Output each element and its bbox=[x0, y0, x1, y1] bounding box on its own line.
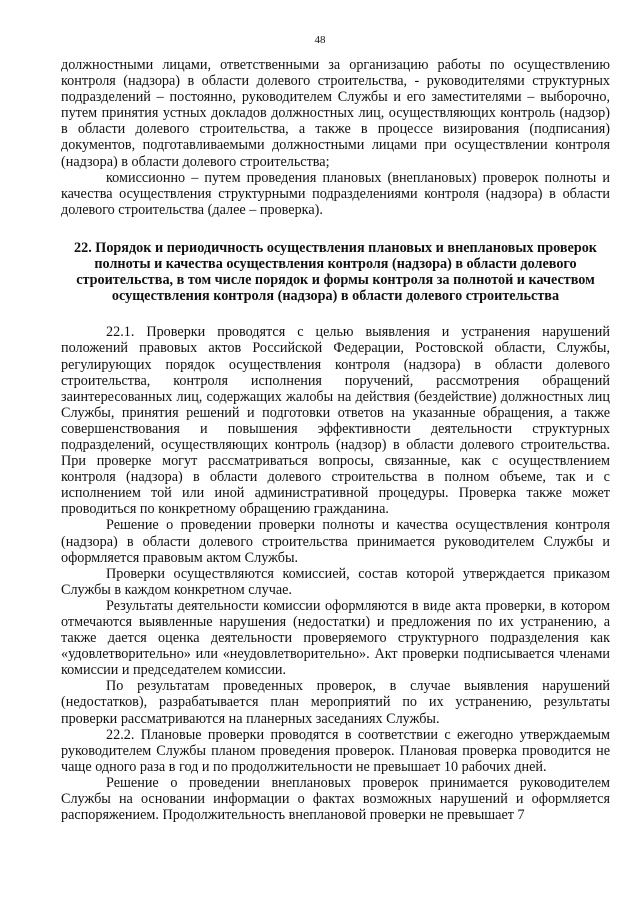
paragraph-decision: Решение о проведении проверки полноты и качества осуществления контроля (надзора) в области долевого строительства принимается руководителем Службы и оформляется правовым актом Службы. bbox=[61, 517, 610, 566]
paragraph-22-1: 22.1. Проверки проводятся с целью выявления и устранения нарушений положений правовых актов Российской Федерации, Ростовской области, Службы, регулирующих порядок осуществления контроля (надзора) в области долевого строительства, контроля исполнения поручений, рассмотрения обращений заинтересованных лиц, содержащих жалобы на действия (бездействие) должностных лиц Службы, принятия решений и подготовки ответов на указанные обращения, а также совершенствования и повышения эффективности деятельности структурных подразделений, осуществляющих контроль (надзор) в области долевого строительства. При проверке могут рассматриваться вопросы, связанные, как с осуществлением контроля (надзора) в области долевого строительства в полном объеме, так и с исполнением той или иной административной процедуры. Проверка также может проводиться по конкретному обращению гражданина. bbox=[61, 324, 610, 518]
paragraph-continued: должностными лицами, ответственными за организацию работы по осуществлению контроля (надзора) в области долевого строительства, - руководителями структурных подразделений – постоянно, руководителем Службы и его заместителями – выборочно, путем принятия устных докладов должностных лиц, осуществляющих контроль (надзор) в области долевого строительства, а также в процессе визирования (подписания) документов, подготавливаемыми должностными лицами при осуществлении контроля (надзора) в области долевого строительства; bbox=[61, 57, 610, 170]
page-number: 48 bbox=[314, 34, 326, 46]
paragraph-commission: комиссионно – путем проведения плановых (внеплановых) проверок полноты и качества осуществления структурными подразделениями контроля (надзора) в области долевого строительства (далее – проверка). bbox=[61, 169, 610, 218]
paragraph-unscheduled: Решение о проведении внеплановых проверок принимается руководителем Службы на основании информации о фактах возможных нарушений и оформляется распоряжением. Продолжительность внеплановой проверки не превышает 7 bbox=[61, 774, 610, 824]
section-heading: 22. Порядок и периодичность осуществления плановых и внеплановых проверок полноты и качества осуществления контроля (надзора) в области долевого строительства, в том числе порядок и формы контроля за полнотой и качеством осуществления контроля (надзора) в области долевого строительства bbox=[74, 239, 597, 305]
paragraph-results: Результаты деятельности комиссии оформляются в виде акта проверки, в котором отмечаются выявленные нарушения (недостатки) и предложения по их устранению, а также дается оценка деятельности проверяемого структурного подразделения как «удовлетворительно» или «неудовлетворительно». Акт проверки подписывается членами комиссии и председателем комиссии. bbox=[61, 597, 610, 679]
paragraph-plan: По результатам проведенных проверок, в случае выявления нарушений (недостатков), разрабатывается план мероприятий по их устранению, результаты проверки рассматриваются на планерных заседаниях Службы. bbox=[61, 678, 610, 727]
document-body bbox=[61, 57, 610, 823]
paragraph-commission-composition: Проверки осуществляются комиссией, состав которой утверждается приказом Службы в каждом конкретном случае. bbox=[61, 565, 610, 598]
paragraph-22-2: 22.2. Плановые проверки проводятся в соответствии с ежегодно утверждаемым руководителем Службы планом проведения проверок. Плановая проверка проводится не чаще одного раза в год и по продолжительности не превышает 10 рабочих дней. bbox=[61, 726, 610, 775]
